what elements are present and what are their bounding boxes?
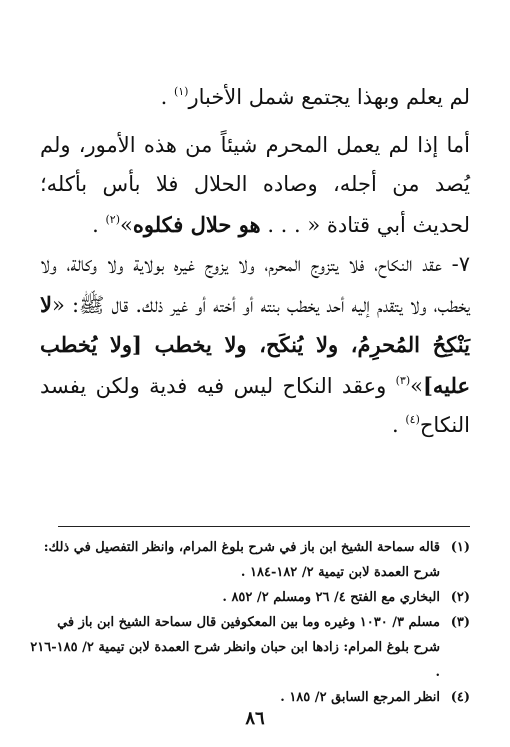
footnote-ref-3[interactable]: (٣) (395, 373, 411, 387)
footnote-4 (30, 685, 470, 710)
footnotes (30, 535, 470, 710)
quote-close-1: » (120, 212, 133, 237)
footnote-ref-2[interactable]: (٢) (105, 212, 121, 226)
footnote-ref-4[interactable]: (٤) (405, 413, 420, 426)
paragraph-3 (40, 245, 470, 446)
paragraph-1 (40, 78, 470, 118)
hadith-quote-1: هو حلال فكلوه (132, 211, 261, 237)
footnote-text: مسلم ٣/ ١٠٣٠ وغيره وما بين المعكوفين قال سماحة الشيخ ابن باز في شرح بلوغ المرام: زادها ابن حبان وانظر شرح العمدة لابن تيمية ٢/ ١٨٥-٢١٦ . (30, 615, 440, 680)
footnote-text: قاله سماحة الشيخ ابن باز في شرح بلوغ المرام، وانظر التفصيل في ذلك: شرح العمدة لابن تيمية ٢/ ١٨٢-١٨٤ . (43, 540, 440, 580)
footnote-separator (58, 526, 470, 527)
paragraph-2 (40, 126, 470, 246)
main-text (40, 78, 470, 446)
quote-close-2: » (410, 373, 423, 398)
paragraph-3-text: ٧- عقد النكاح، فلا يتزوج المحرم، ولا يزوج غيره بولاية ولا وكالة، ولا يخطب، ولا يتقدم إليه أحد يخطب بنته أو أخته أو غير ذلك. قال ﷺ: « (40, 252, 470, 317)
footnote-number: (٢) (450, 590, 470, 605)
footnote-3 (30, 610, 470, 685)
footnote-2 (30, 585, 470, 610)
footnote-1 (30, 535, 470, 585)
footnote-number: (١) (450, 540, 470, 555)
footnote-number: (٤) (450, 690, 470, 705)
paragraph-3-end: . (392, 413, 406, 437)
paragraph-1-end: . (160, 85, 174, 109)
paragraph-2-text: أما إذا لم يعمل المحرم شيئاً من هذه الأمور، ولم يُصد من أجله، وصاده الحلال فلا بأس بأكله؛ لحديث أبي قتادة « . . . (40, 132, 470, 237)
footnote-text: انظر المرجع السابق ٢/ ١٨٥ . (280, 690, 440, 705)
page-number: ٨٦ (245, 708, 265, 729)
paragraph-3-cont: وعقد النكاح ليس فيه فدية ولكن يفسد النكاح (40, 373, 470, 437)
footnote-text: البخاري مع الفتح ٤/ ٢٦ ومسلم ٢/ ٨٥٢ . (222, 590, 440, 605)
footnote-number: (٣) (450, 615, 470, 630)
paragraph-2-end: . (92, 212, 106, 237)
paragraph-1-text: لم يعلم وبهذا يجتمع شمل الأخبار (188, 85, 470, 109)
footnote-ref-1[interactable]: (١) (173, 85, 189, 98)
hadith-quote-2: لا يَنْكِحُ المُحرِمُ، ولا يُنكَح، ولا يخطب [ولا يُخطب عليه] (40, 291, 470, 398)
